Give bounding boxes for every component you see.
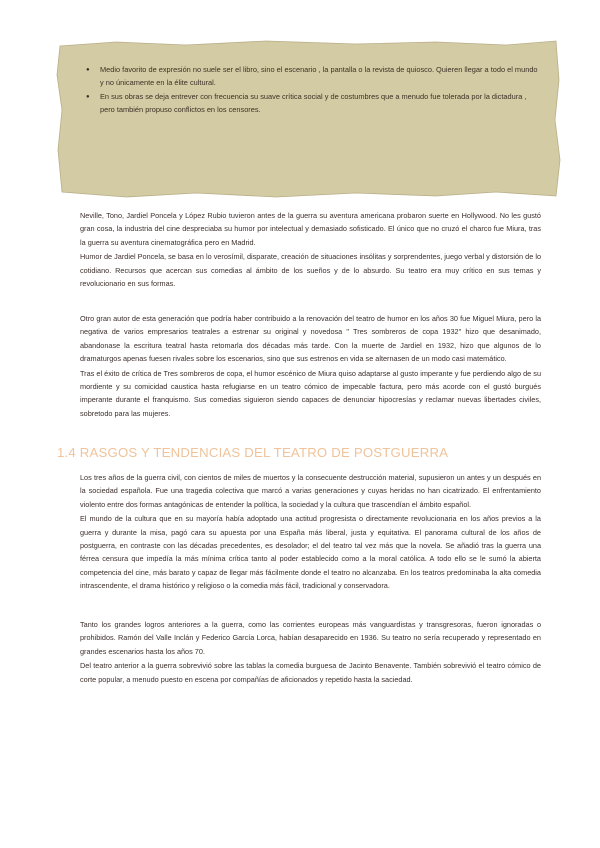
note-bullet-1: ● Medio favorito de expresión no suele ser el libro, sino el escenario , la pantalla o la revista de quiosco. Quieren llegar a todo el mundo y no únicamente en la élite cultural. [86,64,541,89]
intro-block [80,209,541,291]
note-bullet-2: ● En sus obras se deja entrever con frecuencia su suave crítica social y de costumbres que a menudo fue tolerada por la dictadura , pero también propuso conflictos en los censores. [86,91,541,116]
note-bullet-list [86,64,541,118]
paragraph-hollywood: Neville, Tono, Jardiel Poncela y López Rubio tuvieron antes de la guerra su aventura americana probaron suerte en Hollywood. No les gustó gran cosa, la industria del cine despreciaba su humor por intelectual y demasiado sofisticado. El único que no cruzó el charco fue Miura, tras la guerra su aventura cinematográfica pero en Madrid. [80,211,541,247]
paragraph-cultural-panorama: El mundo de la cultura que en su mayoría había adoptado una actitud progresista o directamente revolucionaria en los años previos a la guerra y durante la misa, pagó cara su apuesta por una España más liberal, justa y equitativa. El panorama cultural de los años de postguerra, en contraste con las décadas precedentes, es desolador; el del teatro tal vez más que la novela. Se añadió tras la guerra una férrea censura que impedía la más mínima crítica tanto al poder establecido como a la moral católica. A todo ello se le sumó la abierta competencia del cine, más barato y capaz de llegar más fácilmente donde el teatro no alcanzaba. En los teatros predominaba la alta comedia intrascendente, el drama histórico y religioso o la comedia más fácil, tradicional y conservadora. [80,514,541,591]
paragraph-civil-war: Los tres años de la guerra civil, con cientos de miles de muertos y la consecuente destrucción material, supusieron un antes y un después en la sociedad española. Fue una tragedia colectiva que marcó a varias generaciones y cuyas heridas no han cicatrizado. El enfrentamiento violento entre dos formas antagónicas de entender la política, la sociedad y la cultura que trascendían el ámbito español. [80,473,541,509]
closing-block [80,618,541,687]
note-box [56,40,561,198]
paragraph-jardiel-humor: Humor de Jardiel Poncela, se basa en lo verosímil, disparate, creación de situaciones insólitas y sorprendentes, juego verbal y distorsión de lo cotidiano. Recursos que acercan sus comedias al ámbito de los sueños y de lo absurdo. Su teatro era muy crítico en sus temas y revolucionario en sus formas. [80,252,541,289]
section-heading: 1.4 RASGOS Y TENDENCIAS DEL TEATRO DE POSTGUERRA [57,445,449,460]
paragraph-miura-intro: Otro gran autor de esta generación que podría haber contribuido a la renovación del teatro de humor en los años 30 fue Miguel Miura, pero la negativa de varios empresarios teatrales a estrenar su original y novedosa " Tres sombreros de copa 1932" hizo que desanimado, abandonase la escritura teatral hasta retomarla dos décadas más tarde. Con la muerte de Jardiel en 1932, hizo que algunos de lo dramaturgos apenas fuesen rivales sobre los escenarios, sino que sus estrenos en vida se alternasen de un modo casi matemático. [80,314,541,364]
paragraph-miura-success: Tras el éxito de crítica de Tres sombreros de copa, el humor escénico de Miura quiso adaptarse al gusto imperante y fue perdiendo algo de su mordiente y su comicidad caustica hasta refugiarse en un teatro cómico de impecable factura, pero más acorde con el gustó burgués imperante durante el franquismo. Sus comedias siguieron siendo capaces de denunciar hipocresías y reclamar nuevas libertades civiles, sobretodo para las mujeres. [80,368,541,418]
paragraph-prewar-achievements: Tanto los grandes logros anteriores a la guerra, como las corrientes europeas más vanguardistas y transgresoras, fueron ignoradas o prohibidos. Ramón del Valle Inclán y Federico García Lorca, habían desaparecido en 1936. Su teatro no sería recuperado y representado en grandes escenarios hasta los años 70. [80,620,541,656]
paragraph-benavente: Del teatro anterior a la guerra sobrevivió sobre las tablas la comedia burguesa de Jacinto Benavente. También sobrevivió el teatro cómico de corte popular, a menudo puesto en escena por compañías de aficionados y repetido hasta la saciedad. [80,661,541,684]
miura-block [80,312,541,421]
postwar-block [80,471,541,594]
